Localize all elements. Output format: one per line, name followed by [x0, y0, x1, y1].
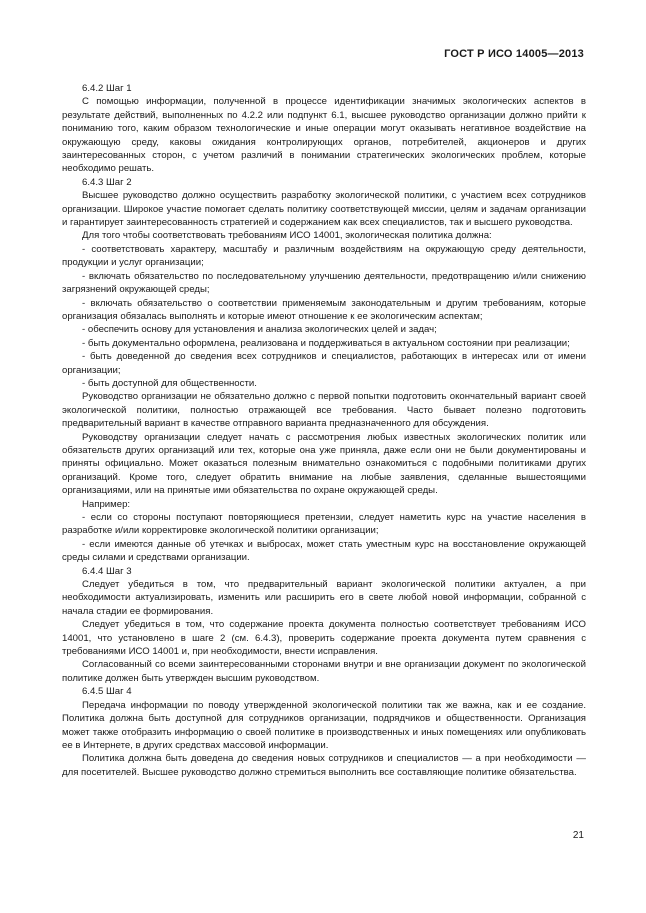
list-item: - соответствовать характеру, масштабу и различным воздействиям на окружающую среду деятельности, продукции и услуг организации;	[62, 243, 586, 269]
body-paragraph: Следует убедиться в том, что предварительный вариант экологической политики актуален, а при необходимости актуализировать, изменить или расширить его в свете любой новой информации, собранной с начала стадии ее формирования.	[62, 579, 586, 617]
section-heading: 6.4.4 Шаг 3	[82, 565, 132, 577]
document-header: ГОСТ Р ИСО 14005—2013	[444, 48, 584, 60]
body-paragraph: Руководству организации следует начать с рассмотрения любых известных экологических политик или обязательств других организаций или тех, которые она уже приняла, даже если они не были документированы и приняты официально. Может оказаться полезным внимательно ознакомиться с подобными политиками других организаций. Кроме того, следует обратить внимание на любые заявления, сделанные вышестоящими организациями, или на принятые ими обязательства по охране окружающей среды.	[62, 431, 586, 497]
list-item: - включать обязательство по последовательному улучшению деятельности, предотвращению и/или снижению загрязнений окружающей среды;	[62, 270, 586, 296]
body-paragraph: Руководство организации не обязательно должно с первой попытки подготовить окончательный вариант своей экологической политики, полностью отражающей все требования. Часто бывает полезно подготовить предварительный вариант в качестве отправного варианта предназначенного для обсуждения.	[62, 391, 586, 430]
body-paragraph: С помощью информации, полученной в процессе идентификации значимых экологических аспектов в результате действий, выполненных по 4.2.2 или подпункт 6.1, высшее руководство организации должно прийти к пониманию того, каким образом технологические и иные операции могут оказывать негативное воздействие на окружающую среду, каковы ожидания контролирующих органов, потребителей, акционеров и других заинтересованных сторон, с учетом различий в понимании стратегических экологических проблем, которые необходимо решать.	[62, 96, 586, 175]
section-heading: 6.4.3 Шаг 2	[82, 176, 132, 188]
body-paragraph: Согласованный со всеми заинтересованными сторонами внутри и вне организации документ по экологической политике должен быть утвержден высшим руководством.	[62, 659, 586, 684]
list-item: - если имеются данные об утечках и выбросах, может стать уместным курс на восстановление окружающей среды силами и средствами организации.	[62, 538, 586, 564]
body-paragraph: Для того чтобы соответствовать требованиям ИСО 14001, экологическая политика должна:	[82, 230, 492, 242]
body-paragraph: Следует убедиться в том, что содержание проекта документа полностью соответствует требованиям ИСО 14001, что установлено в шаге 2 (см. 6.4.3), проверить содержание проекта документа путем сравнения с требованиями ИСО 14001 и, при необходимости, внести исправления.	[62, 619, 586, 658]
list-item: - включать обязательство о соответствии применяемым законодательным и другим требованиям, которые организация обязалась выполнять и которые имеют отношение к ее экологическим аспектам;	[62, 297, 586, 322]
section-heading: 6.4.2 Шаг 1	[82, 83, 132, 94]
section-heading: 6.4.5 Шаг 4	[82, 686, 132, 698]
body-paragraph: Например:	[82, 498, 131, 510]
page-number: 21	[572, 830, 584, 841]
body-paragraph: Политика должна быть доведена до сведения новых сотрудников и специалистов — а при необходимости — для посетителей. Высшее руководство должно стремиться выполнить все составляющие политике обязательства.	[62, 753, 586, 778]
list-item: - быть документально оформлена, реализована и поддерживаться в актуальном состоянии при реализации;	[82, 337, 570, 349]
body-paragraph: Высшее руководство должно осуществить разработку экологической политики, с участием всех сотрудников организации. Широкое участие помогает сделать политику соответствующей миссии, целям и задачам организации и гарантирует заинтересованность стратегией и содержанием как всех специалистов, так и высшего руководства.	[62, 190, 586, 229]
document-body	[62, 82, 586, 779]
list-item: - быть доведенной до сведения всех сотрудников и специалистов, работающих в интересах или от имени организации;	[62, 351, 586, 376]
list-item: - быть доступной для общественности.	[82, 377, 257, 389]
list-item: - если со стороны поступают повторяющиеся претензии, следует наметить курс на участие населения в разработке и/или корректировке экологической политики организации;	[62, 512, 586, 537]
body-paragraph: Передача информации по поводу утвержденной экологической политики так же важна, как и ее создание. Политика должна быть доступной для сотрудников организации, подрядчиков и общественности. Организация может также отобразить информацию о своей политике в производственных и иных помещениях или опубликовать ее в Интернете, в других средствах массовой информации.	[62, 699, 586, 751]
list-item: - обеспечить основу для установления и анализа экологических целей и задач;	[82, 324, 437, 336]
